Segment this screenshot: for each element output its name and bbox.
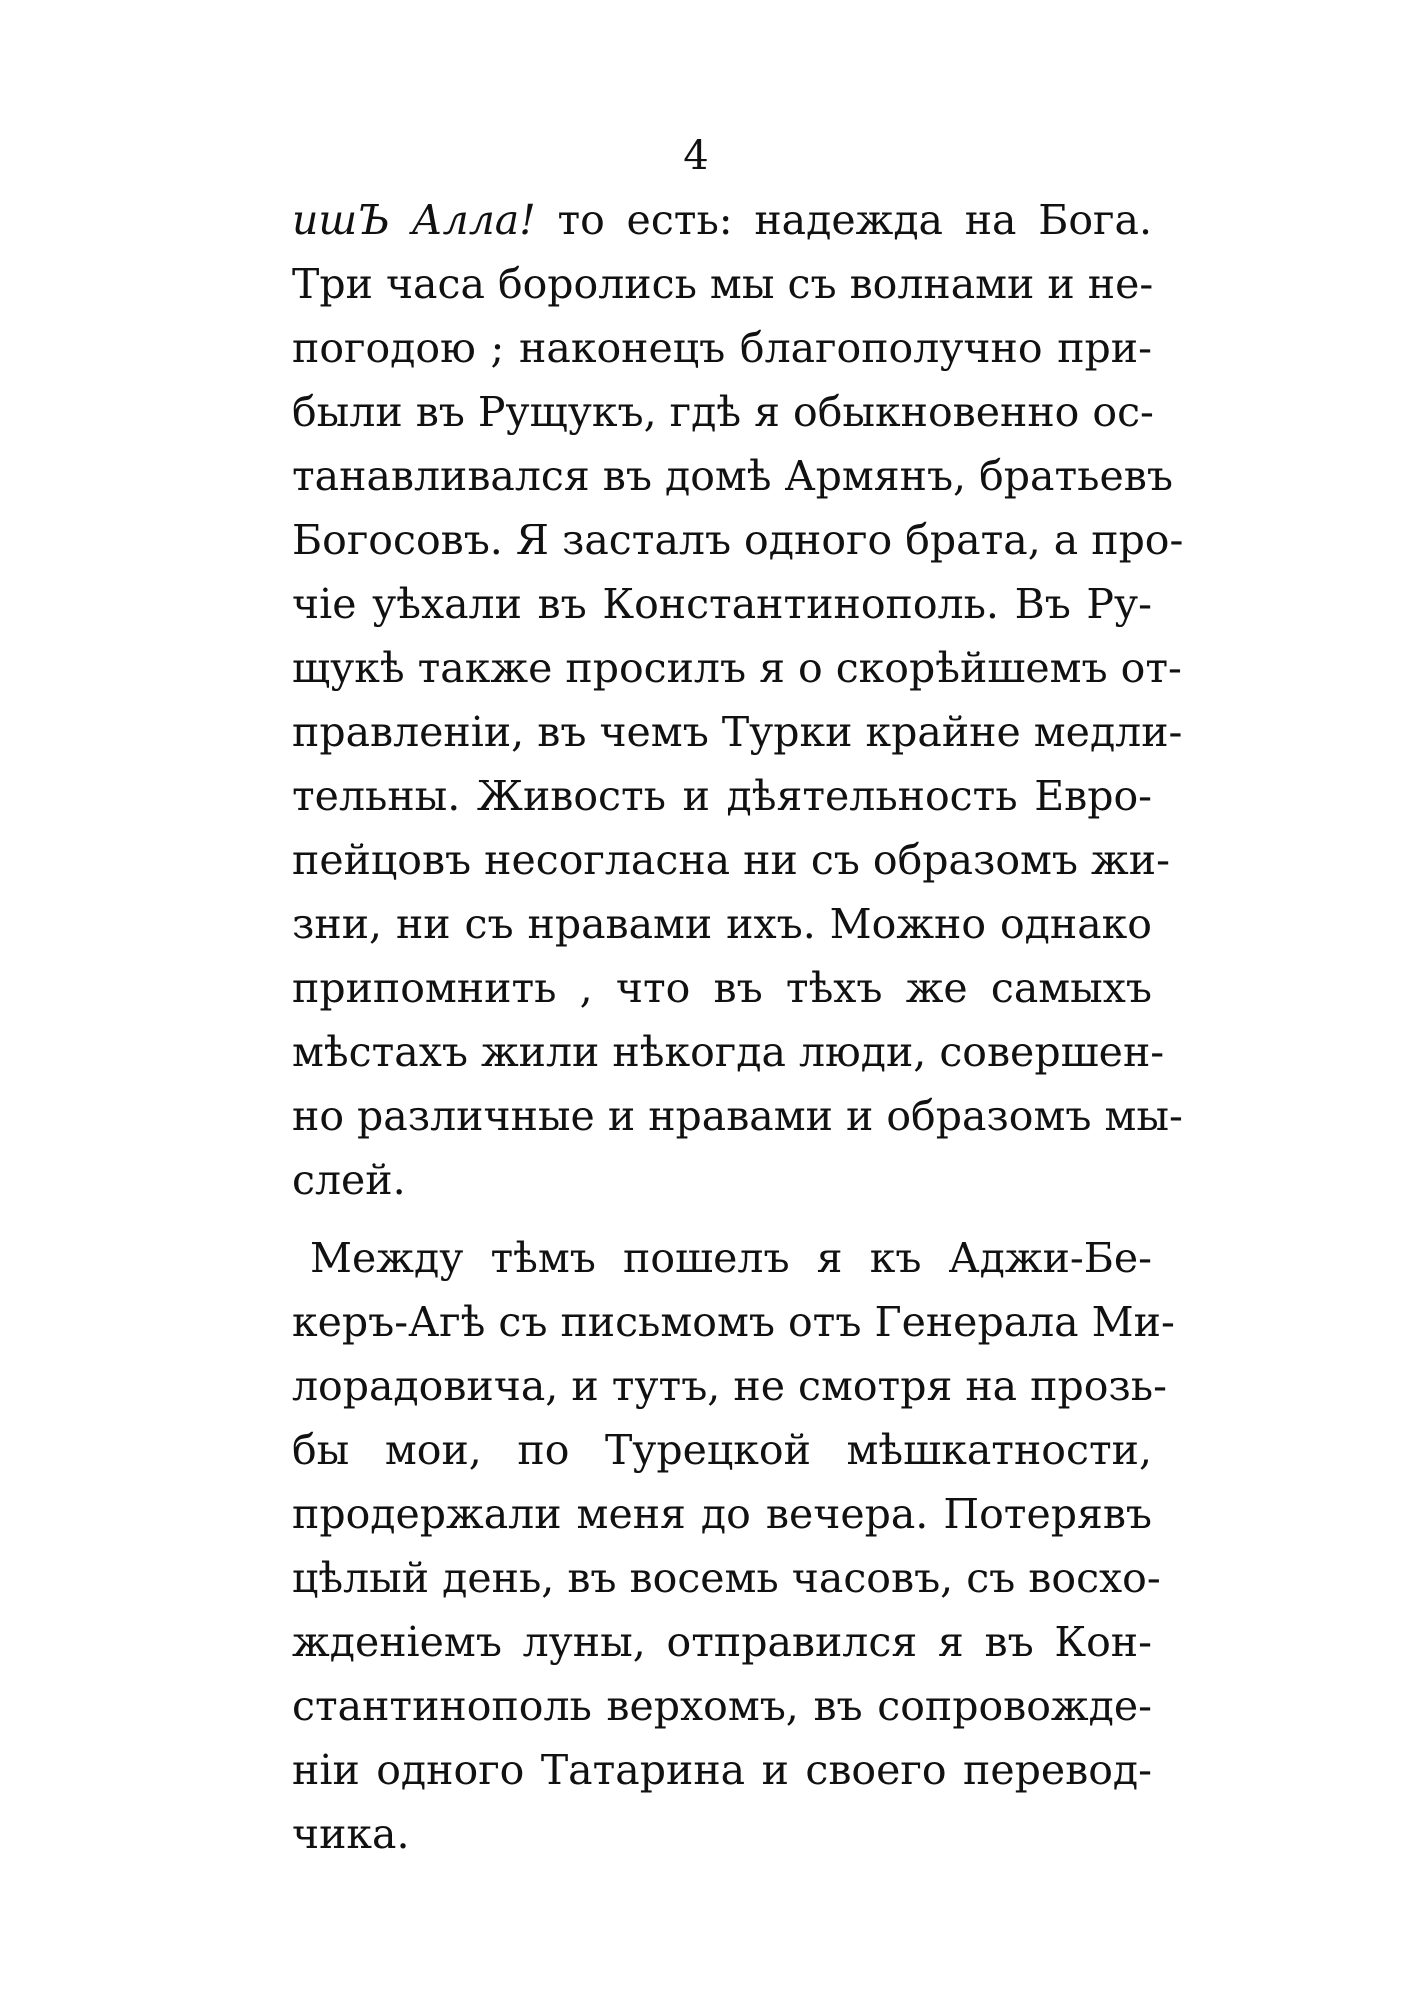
text-line bbox=[292, 188, 1152, 252]
text-line: чіе уѣхали въ Константинополь. Въ Ру- bbox=[292, 580, 1152, 628]
body-text bbox=[292, 188, 1184, 1866]
text-line: щукѣ также просилъ я о скорѣйшемъ от- bbox=[292, 644, 1182, 692]
line-text: то есть: надежда на Бога. bbox=[535, 196, 1152, 244]
paragraph-gap bbox=[292, 1212, 1152, 1226]
text-line: пейцовъ несогласна ни съ образомъ жи- bbox=[292, 836, 1170, 884]
text-line: жденіемъ луны, отправился я въ Кон- bbox=[292, 1618, 1152, 1666]
page-number: 4 bbox=[683, 133, 709, 179]
text-line: зни, ни съ нравами ихъ. Можно однако bbox=[292, 900, 1152, 948]
text-line: правленіи, въ чемъ Турки крайне медли- bbox=[292, 708, 1183, 756]
text-line: тельны. Живость и дѣятельность Евро- bbox=[292, 772, 1152, 820]
text-line: лорадовича, и тутъ, не смотря на прозь- bbox=[292, 1362, 1167, 1410]
text-line: Три часа боролись мы съ волнами и не- bbox=[292, 260, 1154, 308]
italic-phrase: ишЪ Алла! bbox=[292, 196, 536, 244]
paragraph-1 bbox=[292, 188, 1184, 1212]
text-line: чика. bbox=[292, 1810, 410, 1858]
text-line: припомнить , что въ тѣхъ же самыхъ bbox=[292, 964, 1152, 1012]
text-line: ніи одного Татарина и своего перевод- bbox=[292, 1746, 1152, 1794]
text-line: керъ-Агѣ съ письмомъ отъ Генерала Ми- bbox=[292, 1298, 1175, 1346]
text-line: цѣлый день, въ восемь часовъ, съ восхо- bbox=[292, 1554, 1161, 1602]
paragraph-2 bbox=[292, 1226, 1175, 1866]
text-line: погодою ; наконецъ благополучно при- bbox=[292, 324, 1152, 372]
text-line: мѣстахъ жили нѣкогда люди, совершен- bbox=[292, 1028, 1165, 1076]
text-line: но различные и нравами и образомъ мы- bbox=[292, 1092, 1183, 1140]
text-line: танавливался въ домѣ Армянъ, братьевъ bbox=[292, 452, 1173, 500]
text-line: Между тѣмъ пошелъ я къ Аджи-Бе- bbox=[310, 1234, 1152, 1282]
text-line: слей. bbox=[292, 1156, 406, 1204]
text-line: стантинополь верхомъ, въ сопровожде- bbox=[292, 1682, 1152, 1730]
text-line: были въ Рущукъ, гдѣ я обыкновенно ос- bbox=[292, 388, 1154, 436]
text-line: Богосовъ. Я засталъ одного брата, а про- bbox=[292, 516, 1184, 564]
text-line: продержали меня до вечера. Потерявъ bbox=[292, 1490, 1152, 1538]
text-line: бы мои, по Турецкой мѣшкатности, bbox=[292, 1426, 1152, 1474]
